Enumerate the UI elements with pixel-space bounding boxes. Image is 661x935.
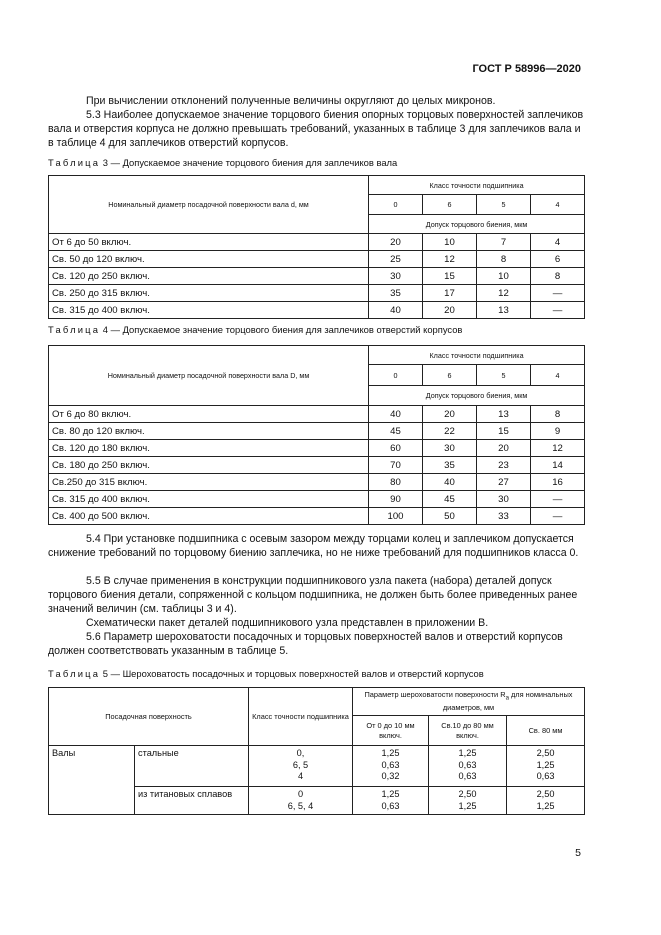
table-row [49,285,585,302]
table-row [49,440,585,457]
table5-value: 1,25 [458,800,477,811]
table4-cell: 14 [531,457,585,474]
table3-cell: 10 [477,268,531,285]
table3-cell: 6 [531,251,585,268]
table3-cell: 17 [423,285,477,302]
table4-caption-text: 4 — Допускаемое значение торцового биения для заплечиков отверстий корпусов [102,324,463,335]
table-row [49,423,585,440]
table5-cell [429,746,507,787]
table-3 [48,175,585,319]
table4-cell: 70 [369,457,423,474]
table3-cell: 20 [423,302,477,319]
table4-caption-label: Таблица [48,324,101,335]
table4-cell: Св. 315 до 400 включ. [49,491,369,508]
table5-caption-text: 5 — Шероховатость посадочных и торцовых поверхностей валов и отверстий корпусов [102,668,484,679]
table5-cell [429,787,507,815]
table5-caption-label: Таблица [48,668,101,679]
table3-cell: 40 [369,302,423,319]
table4-cell: 23 [477,457,531,474]
table5-value: 0,32 [381,771,400,781]
table-row [49,457,585,474]
table3-caption-text: 3 — Допускаемое значение торцового биения для заплечиков вала [102,157,398,168]
table5-value: 2,50 [536,789,555,799]
table5-value: 1,25 [458,748,477,758]
table4-cell: 33 [477,508,531,525]
paragraph-5-3: 5.3 Наиболее допускаемое значение торцового биения опорных торцовых поверхностей заплечиков вала и отверстия корпуса не должно превышать требований, указанных в таблице 3 для заплечиков вала и в таблице 4 для заплечиков отверстий корпусов. [48,109,584,149]
table3-class-5: 5 [477,195,531,215]
table4-cell: Св. 120 до 180 включ. [49,440,369,457]
table4-cell: 20 [477,440,531,457]
paragraph-5-6: 5.6 Параметр шероховатости посадочных и торцовых поверхностей валов и отверстий корпусов должен соответствовать указанным в таблице 5. [48,631,563,657]
table3-cell: 20 [369,234,423,251]
table5-value: 1,25 [536,759,555,770]
table4-cell: 40 [423,474,477,491]
table3-cell: От 6 до 50 включ. [49,234,369,251]
table3-cell: — [531,285,585,302]
table5-value: 1,25 [381,748,400,758]
table-row [49,251,585,268]
table4-class-6: 6 [423,365,477,386]
paragraph-schematic: Схематически пакет деталей подшипникового узла представлен в приложении В. [86,617,489,629]
document-header: ГОСТ Р 58996—2020 [472,63,581,75]
table5-cell [249,787,353,815]
table4-cell: 80 [369,474,423,491]
table-row [49,234,585,251]
table-row [49,268,585,285]
table3-caption [48,157,397,168]
table3-caption-label: Таблица [48,157,101,168]
table5-material: стальные [135,746,249,787]
table3-class-6: 6 [423,195,477,215]
table4-cell: 60 [369,440,423,457]
table4-class-5: 5 [477,365,531,386]
table4-cell: 22 [423,423,477,440]
table4-cell: 27 [477,474,531,491]
table4-class-header: Класс точности подшипника [369,346,585,365]
table3-tolerance-header: Допуск торцового биения, мкм [369,215,585,234]
table3-cell: 10 [423,234,477,251]
table5-value: 0 [297,789,304,799]
table4-cell: 30 [477,491,531,508]
table5-cell [507,787,585,815]
table5-value: 0,63 [458,759,477,770]
table5-value: 0,63 [536,771,555,781]
table5-value: 0,63 [381,759,400,770]
table4-cell: 40 [369,406,423,423]
table5-surface-header: Посадочная поверхность [49,688,249,746]
table4-cell: 20 [423,406,477,423]
table-row [49,474,585,491]
table4-class-0: 0 [369,365,423,386]
table3-cell: 4 [531,234,585,251]
table4-cell: От 6 до 80 включ. [49,406,369,423]
table3-cell: — [531,302,585,319]
table5-value: 4 [297,771,304,781]
table3-cell: Св. 120 до 250 включ. [49,268,369,285]
table5-param-sub: a [505,695,509,702]
table4-class-4: 4 [531,365,585,386]
table4-cell: 90 [369,491,423,508]
table-row [49,302,585,319]
table4-col-header-text: Номинальный диаметр посадочной поверхности вала D, мм [107,371,310,380]
table4-cell: 50 [423,508,477,525]
table4-cell: Св.250 до 315 включ. [49,474,369,491]
table3-cell: Св. 315 до 400 включ. [49,302,369,319]
table3-cell: 15 [423,268,477,285]
table5-d2: Св.10 до 80 мм включ. [429,716,507,746]
table4-tolerance-header: Допуск торцового биения, мкм [369,386,585,406]
table3-cell: 30 [369,268,423,285]
table4-cell: — [531,508,585,525]
table4-cell: 13 [477,406,531,423]
table3-cell: 13 [477,302,531,319]
table5-value: 2,50 [458,789,477,799]
paragraph-5-5: 5.5 В случае применения в конструкции подшипникового узла пакета (набора) деталей допуск торцового биения детали, сопряженной с кольцом подшипника, не должен быть более приведенных ранее значений величин (см. таблицы 3 и 4). [48,575,578,615]
table5-cell [249,746,353,787]
table3-cell: 25 [369,251,423,268]
table5-cell [353,746,429,787]
table4-cell: 45 [423,491,477,508]
table5-cell [353,787,429,815]
table4-cell: — [531,491,585,508]
table4-cell: 35 [423,457,477,474]
page-number: 5 [575,847,581,859]
table5-class-header: Класс точности подшипника [249,688,353,746]
table4-cell: 45 [369,423,423,440]
table5-caption [48,668,484,679]
table4-cell: Св. 400 до 500 включ. [49,508,369,525]
table4-cell: 12 [531,440,585,457]
table5-param-tail: для номинальных диаметров, мм [442,689,573,713]
table-row [49,491,585,508]
table3-col-header-text: Номинальный диаметр посадочной поверхности вала d, мм [108,200,309,209]
table5-value: 0, [296,748,305,758]
table5-value: 1,25 [381,789,400,799]
table3-class-4: 4 [531,195,585,215]
table3-cell: Св. 50 до 120 включ. [49,251,369,268]
table4-cell: 30 [423,440,477,457]
table-row [49,508,585,525]
table-5 [48,687,585,815]
table-4 [48,345,585,525]
table4-cell: 8 [531,406,585,423]
table3-cell: 12 [423,251,477,268]
table5-value: 6, 5 [292,759,309,770]
table5-param-text: Параметр шероховатости поверхности R [364,689,506,699]
table4-cell: 15 [477,423,531,440]
table3-cell: 12 [477,285,531,302]
table5-value: 1,25 [536,800,555,811]
table3-cell: 7 [477,234,531,251]
table5-material: из титановых сплавов [135,787,249,815]
table3-class-header: Класс точности подшипника [369,176,585,195]
table4-cell: 9 [531,423,585,440]
table3-cell: 8 [477,251,531,268]
table-row [49,406,585,423]
table3-cell: Св. 250 до 315 включ. [49,285,369,302]
table5-value: 0,63 [381,800,400,811]
table3-cell: 35 [369,285,423,302]
table5-value: 6, 5, 4 [287,800,314,811]
table4-caption [48,324,462,335]
table3-cell: 8 [531,268,585,285]
table4-cell: Св. 80 до 120 включ. [49,423,369,440]
table5-d1: От 0 до 10 мм включ. [353,716,429,746]
table5-param-header [353,688,585,716]
table4-cell: 16 [531,474,585,491]
paragraph-5-4: 5.4 При установке подшипника с осевым зазором между торцами колец и заплечиком допускается снижение требований по торцовому биению заплечика, но не ниже требований для подшипников класса 0. [48,533,579,559]
table4-cell: Св. 180 до 250 включ. [49,457,369,474]
table-row [49,746,585,787]
paragraph-rounding: При вычислении отклонений полученные величины округляют до целых микронов. [86,95,496,107]
table5-group: Валы [49,746,135,815]
table3-col-header [49,176,369,234]
table5-d3: Св. 80 мм [507,716,585,746]
table5-value: 2,50 [536,748,555,758]
table3-class-0: 0 [369,195,423,215]
table5-cell [507,746,585,787]
table4-cell: 100 [369,508,423,525]
table5-value: 0,63 [458,771,477,781]
table4-col-header [49,346,369,406]
